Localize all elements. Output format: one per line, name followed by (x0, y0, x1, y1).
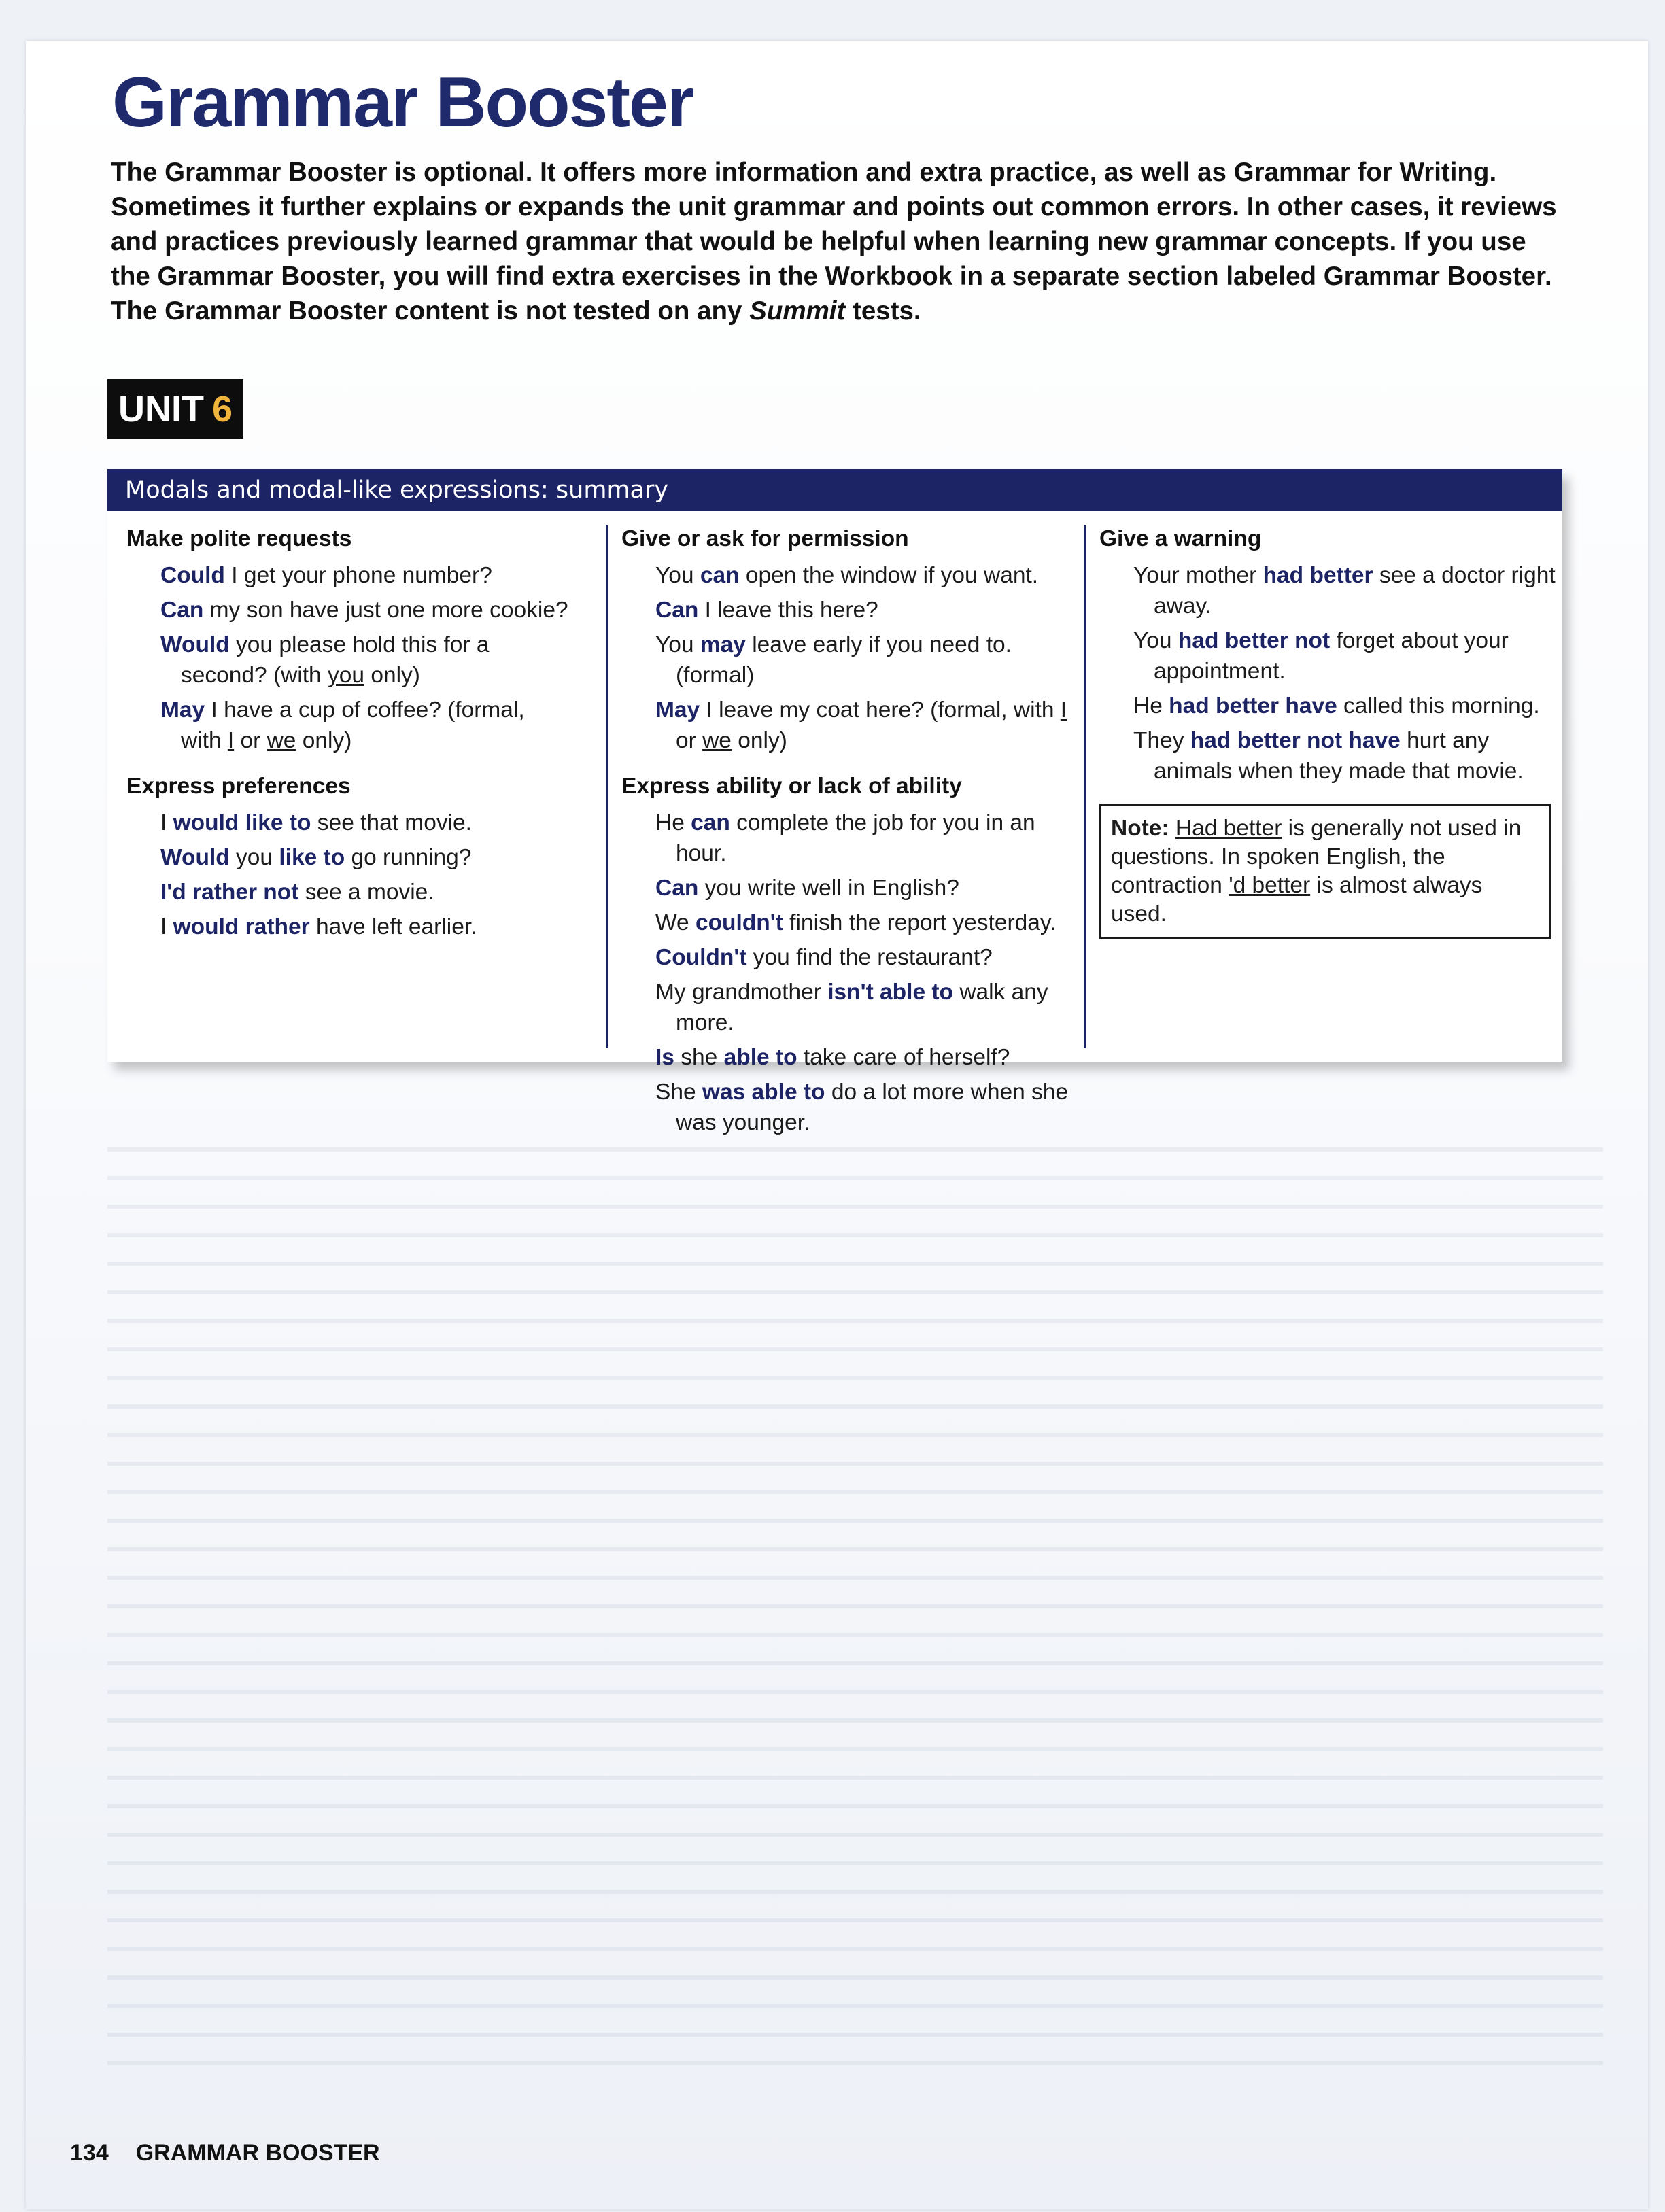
modal: Could (160, 563, 225, 588)
example-sentence (621, 977, 1070, 1038)
unit-number: 6 (211, 389, 233, 430)
sentence-text: I leave this here? (698, 598, 878, 623)
example-sentence (126, 842, 568, 873)
modal: Is (655, 1045, 674, 1070)
summary-header: Modals and modal-like expressions: summary (107, 469, 1562, 511)
modal: Would (160, 632, 230, 657)
example-sentence (126, 877, 568, 908)
underlined-word: Had better (1175, 816, 1282, 841)
sentence-text: only) (731, 728, 787, 753)
example-sentence (126, 808, 568, 838)
example-sentence (1099, 625, 1562, 687)
modal: had better not have (1190, 728, 1401, 753)
modal: Couldn't (655, 945, 747, 970)
modal: May (160, 697, 205, 723)
example-sentence (621, 1077, 1070, 1138)
modal: had better (1263, 563, 1373, 588)
section-heading: Express ability or lack of ability (621, 774, 962, 799)
sentence-text: see a doctor right away. (1154, 563, 1556, 619)
intro-text: The Grammar Booster is optional. It offers more information and extra practice, as well as Grammar for Writing. Sometimes it further explains or expands the unit grammar and points out common errors. In other cases, it reviews and practices previously learned grammar that would be helpful when learning new grammar concepts. If you use the Grammar Booster, you will find extra exercises in the Workbook in a separate section labeled Grammar Booster. The Grammar Booster content is not tested on any (111, 158, 1557, 326)
sentence-text: she (674, 1045, 724, 1070)
sentence-text: He (1133, 693, 1169, 719)
sentence-text: called this morning. (1337, 693, 1540, 719)
modal: able to (723, 1045, 797, 1070)
modal: can (700, 563, 740, 588)
underlined-word: I (227, 728, 235, 753)
section-heading: Express preferences (126, 774, 351, 799)
section-heading: Make polite requests (126, 526, 352, 551)
sentence-text: go running? (345, 845, 472, 870)
intro-paragraph (111, 155, 1573, 328)
example-sentence (621, 560, 1070, 591)
sentence-text: She (655, 1079, 702, 1105)
section-heading: Give or ask for permission (621, 526, 909, 551)
column-polite-requests (126, 525, 568, 946)
sentence-text: or (234, 728, 267, 753)
section-heading: Give a warning (1099, 526, 1262, 551)
sentence-text: I (160, 810, 173, 835)
sentence-text: you write well in English? (698, 876, 959, 901)
modal: couldn't (695, 910, 783, 935)
intro-text-end: tests. (845, 296, 921, 326)
sentence-text: have left earlier. (309, 914, 477, 939)
sentence-text: leave early if you need to. (formal) (676, 632, 1012, 688)
unit-badge (107, 379, 243, 439)
summary-box (107, 469, 1562, 1135)
page-title: Grammar Booster (112, 63, 693, 142)
example-sentence (1099, 691, 1562, 721)
modal: had better have (1169, 693, 1337, 719)
example-sentence (621, 595, 1070, 625)
sentence-text: I get your phone number? (224, 563, 492, 588)
note-box (1099, 804, 1551, 939)
sentence-text: I (160, 914, 173, 939)
modal: Can (160, 598, 204, 623)
sentence-text: my son have just one more cookie? (203, 598, 568, 623)
faded-background-content (107, 1128, 1603, 2067)
sentence-text: you find the restaurant? (746, 945, 993, 970)
example-sentence (621, 1042, 1070, 1073)
sentence-text: do a lot more when she was younger. (676, 1079, 1069, 1135)
sentence-text: or (676, 728, 703, 753)
sentence-text: forget about your appointment. (1154, 628, 1509, 684)
sentence-text: only) (296, 728, 352, 753)
sentence-text: walk any more. (676, 980, 1048, 1035)
column-permission-ability (606, 525, 1070, 1135)
modal: would rather (173, 914, 310, 939)
sentence-text: open the window if you want. (739, 563, 1039, 588)
sentence-text: My grandmother (655, 980, 828, 1005)
sentence-text: you (229, 845, 279, 870)
modal: May (655, 697, 700, 723)
example-sentence (126, 595, 568, 625)
modal: would like to (173, 810, 311, 835)
sentence-text: We (655, 910, 696, 935)
sentence-text: You (655, 632, 700, 657)
example-sentence (621, 873, 1070, 903)
modal: had better not (1178, 628, 1331, 653)
note-label: Note: (1111, 816, 1169, 841)
sentence-text: Your mother (1133, 563, 1263, 588)
example-sentence (126, 912, 568, 942)
modal: isn't able to (827, 980, 954, 1005)
sentence-text: see a movie. (298, 880, 434, 905)
sentence-text: finish the report yesterday. (783, 910, 1057, 935)
example-sentence (126, 560, 568, 591)
example-sentence (621, 695, 1070, 756)
example-sentence (126, 629, 568, 691)
sentence-text: only) (364, 663, 420, 688)
sentence-text: They (1133, 728, 1190, 753)
sentence-text: complete the job for you in an hour. (676, 810, 1035, 866)
modal: can (691, 810, 730, 835)
sentence-text: I leave my coat here? (formal, with (700, 697, 1061, 723)
example-sentence (1099, 725, 1562, 787)
modal: Can (655, 598, 699, 623)
example-sentence (621, 908, 1070, 938)
example-sentence (126, 695, 568, 756)
modal: Can (655, 876, 699, 901)
sentence-text: take care of herself? (797, 1045, 1010, 1070)
sentence-text: see that movie. (311, 810, 472, 835)
example-sentence (621, 808, 1070, 869)
underlined-word: 'd better (1229, 873, 1311, 898)
modal: like to (279, 845, 345, 870)
sentence-text: He (655, 810, 691, 835)
modal: Would (160, 845, 230, 870)
underlined-word: we (267, 728, 296, 753)
modal: was able to (702, 1079, 825, 1105)
sentence-text: You (655, 563, 700, 588)
note-text: is generally not used in questions. In spoken English, the contraction (1111, 816, 1522, 898)
sentence-text: You (1133, 628, 1178, 653)
example-sentence (1099, 560, 1562, 621)
modal: may (700, 632, 746, 657)
sentence-text: I have a cup of coffee? (formal, with (181, 697, 525, 753)
underlined-word: I (1060, 697, 1067, 723)
sentence-text: you please hold this for a second? (with (181, 632, 490, 688)
column-warning (1084, 525, 1562, 1048)
example-sentence (621, 942, 1070, 973)
modal: I'd rather not (160, 880, 299, 905)
sentence-text: hurt any animals when they made that movie. (1154, 728, 1524, 784)
underlined-word: we (702, 728, 732, 753)
note-space (1169, 816, 1175, 841)
intro-emphasis: Summit (749, 296, 846, 326)
note-text: is almost always used. (1111, 873, 1483, 927)
section-name: GRAMMAR BOOSTER (135, 2140, 380, 2166)
page-footer (70, 2140, 380, 2166)
example-sentence (621, 629, 1070, 691)
page-number: 134 (70, 2140, 109, 2166)
underlined-word: you (328, 663, 365, 688)
unit-label: UNIT (118, 389, 204, 430)
